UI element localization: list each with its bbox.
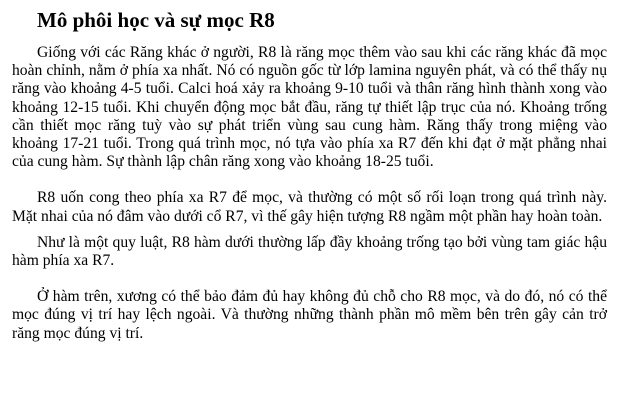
paragraph-maxillary-space: Ở hàm trên, xương có thể bảo đảm đủ hay không đủ chỗ cho R8 mọc, và do đó, nó có thể mọc đúng vị trí hay lệch ngoài. Và thường những thành phần mô mềm bên trên gây cản trở răng mọc đúng vị trí. xyxy=(12,288,607,342)
document-title: Mô phôi học và sự mọc R8 xyxy=(37,8,275,32)
paragraph-eruption-disorders: R8 uốn cong theo phía xa R7 để mọc, và thường có một số rối loạn trong quá trình này. Mặt nhai của nó đâm vào dưới cổ R7, vì thế gây hiện tượng R8 ngầm một phần hay hoàn toàn. xyxy=(12,189,607,225)
paragraph-development-timeline: Giống với các Răng khác ở người, R8 là răng mọc thêm vào sau khi các răng khác đã mọc hoàn chỉnh, nằm ở phía xa nhất. Nó có nguồn gốc từ lớp lamina nguyên phát, và có thể thấy nụ răng vào khoảng 4-5 tuổi. Calci hoá xảy ra khoảng 9-10 tuổi và thân răng hình thành xong vào khoảng 12-15 tuổi. Khi chuyển động mọc bắt đầu, răng tự thiết lập trục của nó. Khoảng trống cần thiết mọc răng tuỳ vào sự phát triển vùng sau cung hàm. Răng thấy trong miệng vào khoảng 17-21 tuổi. Trong quá trình mọc, nó tựa vào phía xa R7 đến khi đạt ở mặt phẳng nhai của cung hàm. Sự thành lập chân răng xong vào khoảng 18-25 tuổi. xyxy=(12,44,607,171)
paragraph-mandibular-rule: Như là một quy luật, R8 hàm dưới thường lấp đầy khoảng trống tạo bởi vùng tam giác hậu hàm phía xa R7. xyxy=(12,233,607,270)
